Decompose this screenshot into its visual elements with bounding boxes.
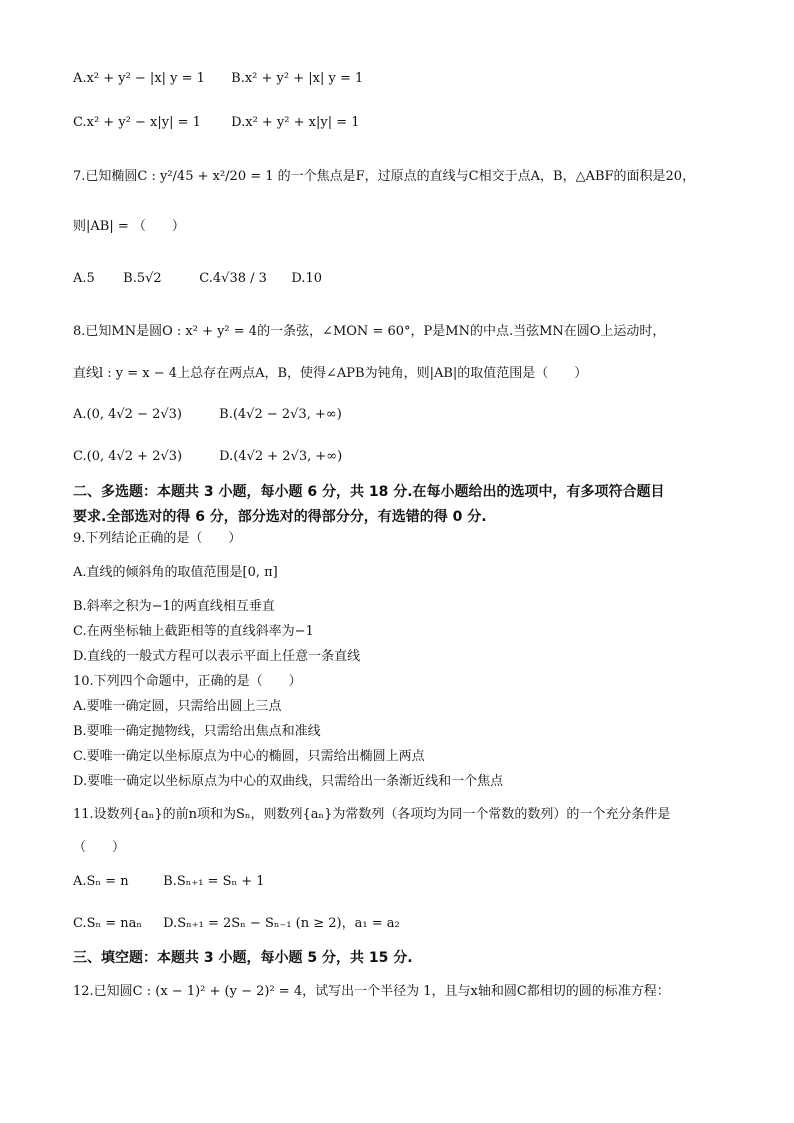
q8-options-row-2 (73, 448, 764, 466)
q8-stem: 8.已知MN是圆O : x² + y² = 4的一条弦，∠MON = 60°，P是MN的中点.当弦MN在圆O上运动时， (73, 324, 666, 339)
q7-option-b: B.5√2 (123, 271, 162, 286)
q8-options-row-1 (73, 406, 764, 424)
q9-option-b: B.斜率之积为−1的两直线相互垂直 (73, 599, 275, 614)
q10-option-d: D.要唯一确定以坐标原点为中心的双曲线，只需给出一条渐近线和一个焦点 (73, 774, 504, 789)
q11-options-row-1 (73, 873, 764, 891)
q11-options-row-2 (73, 915, 764, 933)
q7-options (73, 270, 764, 288)
section-2-title-2: 要求.全部选对的得 6 分，部分选对的得部分分，有选错的得 0 分. (73, 509, 487, 525)
q9-option-c: C.在两坐标轴上截距相等的直线斜率为−1 (73, 624, 314, 639)
q8-option-d: D.(4√2 + 2√3, +∞) (219, 449, 343, 464)
q6-options-row-1 (73, 70, 764, 88)
q6-option-d: D.x² + y² + x|y| = 1 (231, 115, 360, 130)
q7-option-a: A.5 (73, 271, 95, 286)
q11-option-d: D.Sₙ₊₁ = 2Sₙ − Sₙ₋₁ (n ≥ 2)，a₁ = a₂ (163, 916, 400, 931)
q7-stem-2: 则|AB| = （ ） (73, 219, 185, 234)
q11-stem: 11.设数列{aₙ}的前n项和为Sₙ，则数列{aₙ}为常数列（各项均为同一个常数的数列）的一个充分条件是 (73, 807, 671, 822)
q11-stem-2: （ ） (73, 840, 126, 855)
q11-option-b: B.Sₙ₊₁ = Sₙ + 1 (163, 874, 265, 889)
q9-stem: 9.下列结论正确的是（ ） (73, 531, 242, 546)
q10-option-a: A.要唯一确定圆，只需给出圆上三点 (73, 699, 282, 714)
q9-option-a: A.直线的倾斜角的取值范围是[0, π] (73, 565, 278, 580)
q12-stem: 12.已知圆C : (x − 1)² + (y − 2)² = 4，试写出一个半径为 1，且与x轴和圆C都相切的圆的标准方程： (73, 984, 670, 999)
q7-option-d: D.10 (291, 271, 323, 286)
q11-option-a: A.Sₙ = n (73, 874, 129, 889)
q10-stem: 10.下列四个命题中，正确的是（ ） (73, 674, 302, 689)
q9-option-d: D.直线的一般式方程可以表示平面上任意一条直线 (73, 649, 361, 664)
q8-stem-2: 直线l : y = x − 4上总存在两点A，B，使得∠APB为钝角，则|AB|的取值范围是（ ） (73, 366, 588, 381)
q11-option-c: C.Sₙ = naₙ (73, 916, 143, 931)
q6-options-row-2 (73, 114, 764, 132)
section-2-title: 二、多选题：本题共 3 小题，每小题 6 分，共 18 分.在每小题给出的选项中，有多项符合题目 (73, 484, 665, 500)
q10-option-b: B.要唯一确定抛物线，只需给出焦点和准线 (73, 724, 321, 739)
section-3-title: 三、填空题：本题共 3 小题，每小题 5 分，共 15 分. (73, 950, 413, 966)
q8-option-b: B.(4√2 − 2√3, +∞) (219, 407, 342, 422)
q7-stem: 7.已知椭圆C : y²/45 + x²/20 = 1 的一个焦点是F，过原点的直线与C相交于点A，B，△ABF的面积是20， (73, 169, 696, 184)
q6-option-c: C.x² + y² − x|y| = 1 (73, 115, 201, 130)
q6-option-a: A.x² + y² − |x| y = 1 (73, 71, 205, 86)
q7-option-c: C.4√38 / 3 (199, 271, 267, 286)
q8-option-c: C.(0, 4√2 + 2√3) (73, 449, 183, 464)
q10-option-c: C.要唯一确定以坐标原点为中心的椭圆，只需给出椭圆上两点 (73, 749, 425, 764)
q6-option-b: B.x² + y² + |x| y = 1 (231, 71, 364, 86)
q8-option-a: A.(0, 4√2 − 2√3) (73, 407, 183, 422)
